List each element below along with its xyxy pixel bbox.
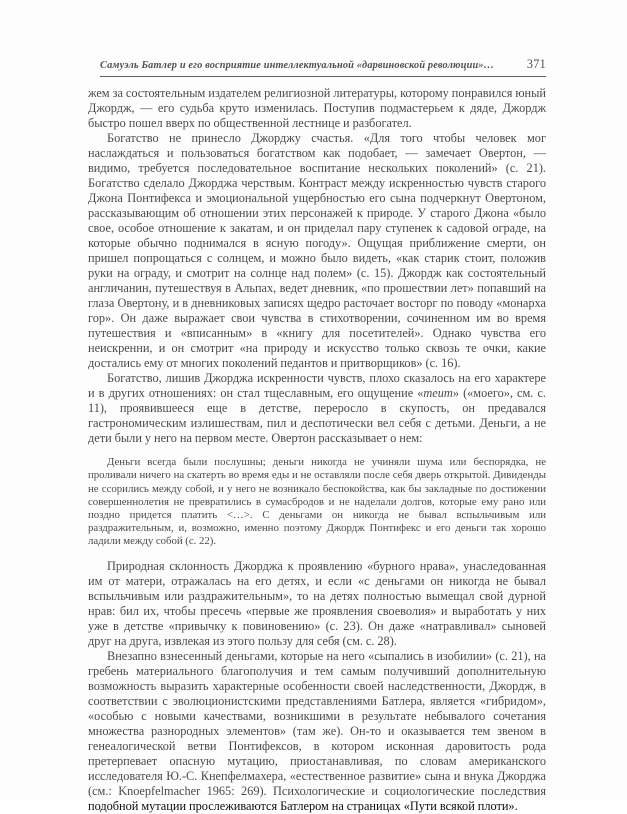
page-number: 371: [526, 57, 546, 71]
running-head-title: Самуэль Батлер и его восприятие интеллектуальной «дарвиновской революции»…: [100, 60, 495, 71]
running-head: [100, 57, 546, 72]
paragraph-wealth-unhappiness: Богатство не принесло Джорджу счастья. «Для того чтобы человек мог наслаждаться и пользоваться богатством как подобает, — замечает Овертон, — видимо, требуется последовательное воспитание нескольких поколений» (с. 21). Богатство сделало Джорджа черствым. Контраст между искренностью чувств старого Джона Понтифекса и эмоциональной ущербностью его сына подчеркнут Овертоном, рассказывающим об отношении этих персонажей к природе. У старого Джона «было свое, особое отношение к закатам, и он приделал пару ступенек к садовой ограде, на которые обычно поднимался в ясную погоду». Ощущая приближение смерти, он пришел попрощаться с солнцем, и можно было видеть, «как старик стоит, положив руки на ограду, и смотрит на солнце над полем» (с. 15). Джордж как состоятельный англичанин, путешествуя в Альпах, ведет дневник, «по прошествии лет» попавший на глаза Овертону, и в дневниковых записях щедро расточает восторг по поводу «монарха гор». Он даже выражает свои чувства в стихотворении, сочиненном им во время путешествия и «вписанным» в «книгу для посетителей». Однако чувства его неискренни, и он смотрит «на природу и искусство только сквозь те очки, какие достались ему от многих поколений педантов и притворщиков» (с. 16).: [88, 130, 546, 370]
header-rule: [100, 76, 546, 77]
quotation-text: Деньги всегда были послушны; деньги никогда не учиняли шума или беспорядка, не проливали ничего на скатерть во время еды и не оставляли после себя дверь открытой. Дивиденды не ссорились между собой, и у него не возникало беспокойства, как бы закладные по достижении совершеннолетия не превратились в сумасбродов и не наделали долгов, которые ему рано или поздно придется платить <…>. С деньгами он никогда не бывал вспыльчивым или раздражительным, и, возможно, именно поэтому Джордж Понтифекс и его деньги так хорошо ладили между собой (с. 22).: [88, 456, 546, 548]
paragraph-continued: жем за состоятельным издателем религиозной литературы, которому понравился юный Джордж, — его судьба круто изменилась. Поступив подмастерьем к дяде, Джордж быстро пошел вверх по общественной лестнице и разбогател.: [88, 86, 546, 130]
paragraph-character: [88, 371, 546, 446]
paragraph-temper: Природная склонность Джорджа к проявлению «бурного нрава», унаследованная им от матери, отражалась на его детях, и если «с деньгами он никогда не бывал вспыльчивым или раздражительным», то на детях полностью вымещал свой дурной нрав: бил их, чтобы пресечь «первые же проявления своеволия» и выработать у них уже в детстве «привычку к повиновению» (с. 23). Он даже «натравливал» сыновей друг на друга, извлекая из этого пользу для себя (см. с. 28).: [88, 559, 546, 648]
paragraph-hybrid-mutation: Внезапно взнесенный деньгами, которые на него «сыпались в изобилии» (с. 21), на гребень материального благополучия и тем самым получивший дополнительную возможность выразить характерные особенности своей наследственности, Джордж, в соответствии с эволюционистскими представлениями Батлера, является «гибридом», «особью с новыми качествами, возникшими в результате небывалого сочетания множества разнородных элементов» (там же). Он-то и оказывается тем звеном в генеалогической ветви Понтифексов, в котором исконная даровитость рода претерпевает опасную мутацию, приостанавливая, по словам американского исследователя Ю.-С. Кнепфелмахера, «естественное развитие» сына и внука Джорджа (см.: Knoepfelmacher 1965: 269). Психологические и социологические последствия подобной мутации прослеживаются Батлером на страницах «Пути всякой плоти».: [88, 648, 546, 813]
paragraph-character-part2: » («моего», см. с. 11), проявившееся еще в детстве, переросло в скупость, он предавался гастрономическим излишествам, пил и деспотически вел себя с детьми. Деньги, а не дети были у него на первом месте. Овертон рассказывает о нем:: [88, 385, 547, 445]
block-quotation: [88, 456, 546, 548]
latin-term-meum: meum: [423, 385, 453, 400]
paragraph-character-part1: Богатство, лишив Джорджа искренности чувств, плохо сказалось на его характере и в других отношениях: он стал тщеславным, его ощущение «: [88, 370, 546, 400]
text-column: [88, 86, 546, 814]
